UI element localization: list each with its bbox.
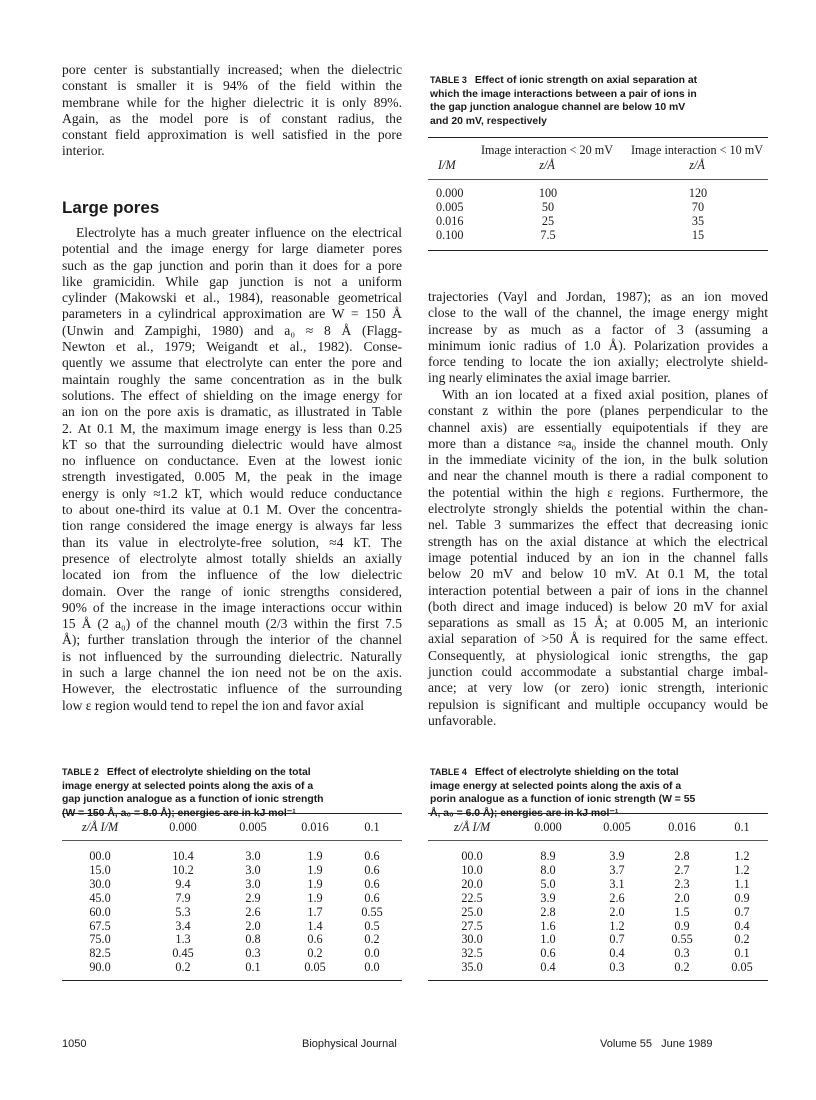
column-header: 0.000 — [169, 820, 197, 834]
table-header-rule — [428, 840, 768, 841]
row-label: 25.0 — [461, 904, 483, 919]
table-cell: 0.05 — [731, 960, 753, 975]
text-line: nel. Table 3 summarizes the effect that decreasing ionic — [428, 517, 768, 533]
right-para-2 — [428, 387, 768, 729]
table3-label: TABLE 3 — [430, 75, 467, 85]
text-line: pore center is substantially increased; when the dielectric — [62, 62, 402, 77]
volume-info: Volume 55 June 1989 — [600, 1038, 713, 1050]
text-line: domain. Over the range of ionic strengths considered, — [62, 583, 402, 599]
column-header: 0.005 — [239, 820, 267, 834]
text-line: below 20 mV and below 10 mV. At 0.1 M, the total — [428, 566, 768, 582]
table-cell: 15 — [691, 228, 705, 242]
table-cell: 3.0 — [245, 849, 261, 863]
text-line: than its value in electrolyte-free solution, ≈4 kT. The — [62, 534, 402, 550]
table-cell: 0.6 — [307, 932, 323, 947]
table-cell: 3.0 — [245, 862, 261, 877]
text-line: However, the electrostatic influence of the surrounding — [62, 681, 402, 697]
text-line: and near the channel mouth is there a radial component to — [428, 468, 768, 484]
row-label: 0.100 — [436, 228, 464, 242]
table-cell: 0.6 — [364, 890, 380, 905]
table-cell: 0.2 — [734, 932, 750, 947]
table-cell: 0.7 — [734, 904, 750, 919]
text-line: strength investigated, 0.005 M, the peak in the image — [62, 469, 402, 485]
section-heading: Large pores — [62, 198, 160, 217]
text-line: minimum ionic radius of 1.0 Å). Polarization provides a — [428, 337, 768, 353]
table-cell: 10.2 — [172, 862, 194, 877]
table2-label: TABLE 2 — [62, 767, 99, 777]
text-line: unfavorable. — [428, 712, 497, 728]
row-label: 35.0 — [461, 960, 483, 975]
table-cell: 1.9 — [307, 862, 323, 877]
table-cell: 0.3 — [674, 946, 690, 961]
text-line: ing nearly eliminates the axial image barrier. — [428, 370, 671, 386]
table-cell: 100 — [538, 186, 558, 200]
table-top-rule — [428, 137, 768, 138]
table-cell: 0.6 — [364, 876, 380, 891]
table-cell: 0.6 — [364, 862, 380, 877]
table4-label: TABLE 4 — [430, 767, 467, 777]
text-line: quently we assume that electrolyte can enter the pore and — [62, 355, 402, 371]
caption-line: image energy at selected points along the axis of a — [430, 780, 682, 792]
row-label: 0.016 — [436, 214, 464, 228]
table-cell: 50 — [541, 200, 555, 214]
caption-line: Effect of electrolyte shielding on the total — [474, 767, 679, 778]
table-cell: 5.3 — [175, 904, 191, 919]
text-line: axial separation of >50 Å is required for the same effect. — [428, 631, 768, 647]
row-label: 32.5 — [461, 946, 483, 961]
table-cell: 120 — [688, 186, 708, 200]
table-cell: 1.2 — [734, 849, 750, 863]
table-cell: 3.7 — [609, 862, 625, 877]
text-line: force tending to locate the ion axially; electrolyte shield- — [428, 354, 768, 370]
row-label: 82.5 — [89, 946, 111, 961]
text-line: an ion on the pore axis is dramatic, as illustrated in Table — [62, 404, 402, 420]
text-line: 90% of the increase in the image interactions occur within — [62, 599, 402, 615]
row-label: 20.0 — [461, 876, 483, 891]
text-line: no influence on conductance. Even at the lowest ionic — [62, 453, 402, 469]
table-cell: 3.9 — [609, 849, 625, 863]
column-header: Image interaction < 10 mV — [630, 143, 764, 157]
table-header-rule — [62, 840, 402, 841]
row-label: 27.5 — [461, 918, 483, 933]
right-para-1 — [428, 289, 768, 387]
table-cell: 1.7 — [307, 904, 323, 919]
row-label: 22.5 — [461, 890, 483, 905]
row-label: 60.0 — [89, 904, 111, 919]
text-line: 2. At 0.1 M, the maximum image energy is less than 0.25 — [62, 420, 402, 436]
table-cell: 0.2 — [307, 946, 323, 961]
table-cell: 0.3 — [609, 960, 625, 975]
text-line: kT so that the surrounding dielectric would have almost — [62, 436, 402, 452]
text-line: increase by as much as a factor of 3 (assuming a — [428, 321, 768, 337]
table-cell: 0.45 — [172, 946, 194, 961]
page-number: 1050 — [62, 1038, 87, 1050]
table-cell: 8.0 — [540, 862, 556, 877]
column-header-unit: z/Å — [539, 158, 555, 172]
caption-line: the gap junction analogue channel are below 10 mV — [430, 102, 686, 114]
text-line: parameters in a cylindrical approximation are W = 150 Å — [62, 306, 402, 322]
table-cell: 7.5 — [540, 228, 556, 242]
table-cell: 0.1 — [734, 946, 750, 961]
row-label: 10.0 — [461, 862, 483, 877]
text-line: electrolyte strongly shields the potential within the chan- — [428, 501, 768, 517]
table-cell: 1.9 — [307, 890, 323, 905]
column-header: 0.000 — [534, 820, 562, 834]
text-line: constant field approximation is well satisfied in the pore — [62, 127, 402, 143]
text-line: tion range considered the image energy is always far less — [62, 518, 402, 534]
table-top-rule — [62, 813, 402, 814]
text-line: channel axis) are essentially equipotentials if they are — [428, 419, 768, 435]
text-line: in such a large channel the ion need not be on the axis. — [62, 665, 402, 681]
table-cell: 2.7 — [674, 862, 690, 877]
row-label: 0.005 — [436, 200, 464, 214]
left-para-1 — [62, 62, 402, 160]
text-line: cylinder (Makowski et al., 1984), reasonable geometrical — [62, 290, 402, 306]
table-cell: 70 — [691, 200, 705, 214]
table-cell: 1.2 — [609, 918, 625, 933]
row-label: 67.5 — [89, 918, 111, 933]
text-line: Å); further translation through the interior of the channel — [62, 632, 402, 648]
row-label: 15.0 — [89, 862, 111, 877]
table-cell: 0.2 — [674, 960, 690, 975]
caption-line: Effect of ionic strength on axial separation at — [474, 75, 698, 86]
table-header-rule — [428, 179, 768, 180]
row-label: 30.0 — [461, 932, 483, 947]
text-line: like gramicidin. While gap junction is not a uniform — [62, 273, 402, 289]
column-header: I/M — [438, 158, 456, 172]
text-line: Electrolyte has a much greater influence on the electrical — [76, 225, 402, 240]
table-bottom-rule — [428, 250, 768, 251]
row-label: 00.0 — [89, 849, 111, 863]
table-cell: 0.8 — [245, 932, 261, 947]
text-line: repulsion is significant and multiple occupancy would be — [428, 696, 768, 712]
column-header: 0.016 — [301, 820, 329, 834]
row-label: 00.0 — [461, 849, 483, 863]
journal-name: Biophysical Journal — [302, 1038, 397, 1050]
text-line: located ion from the influence of the low dielectric — [62, 567, 402, 583]
table-cell: 0.6 — [364, 849, 380, 863]
text-line: With an ion located at a fixed axial position, planes of — [442, 387, 768, 402]
table-cell: 8.9 — [540, 849, 556, 863]
text-line: ance; at very low (or zero) ionic strength, interionic — [428, 680, 768, 696]
row-label: 30.0 — [89, 876, 111, 891]
table-cell: 0.05 — [304, 960, 326, 975]
table-cell: 7.9 — [175, 890, 191, 905]
table-cell: 2.0 — [245, 918, 261, 933]
caption-line: Effect of electrolyte shielding on the total — [106, 767, 311, 778]
table-cell: 0.9 — [674, 918, 690, 933]
text-line: low ε region would tend to repel the ion and favor axial — [62, 697, 365, 713]
text-line: trajectories (Vayl and Jordan, 1987); as an ion moved — [428, 289, 768, 304]
table-cell: 0.9 — [734, 890, 750, 905]
column-header: z/Å I/M — [81, 820, 119, 834]
table-cell: 3.9 — [540, 890, 556, 905]
table-cell: 2.0 — [674, 890, 690, 905]
table-cell: 0.0 — [364, 946, 380, 961]
text-line: maintain roughly the same concentration as in the bulk — [62, 371, 402, 387]
table-cell: 25 — [541, 214, 555, 228]
column-header-unit: z/Å — [689, 158, 705, 172]
table-cell: 0.4 — [734, 918, 750, 933]
text-line: interaction potential between a pair of ions in the channel — [428, 582, 768, 598]
table-cell: 2.3 — [674, 876, 690, 891]
table-cell: 2.6 — [609, 890, 625, 905]
table-cell: 0.55 — [361, 904, 383, 919]
table-cell: 0.4 — [609, 946, 625, 961]
text-line: membrane while for the higher dielectric it is only 89%. — [62, 94, 402, 110]
table-cell: 2.9 — [245, 890, 261, 905]
text-line: constant is smaller it is 94% of the field within the — [62, 78, 402, 94]
caption-line: which the image interactions between a pair of ions in — [430, 88, 697, 100]
text-line: (both direct and image induced) is below 20 mV for axial — [428, 598, 768, 614]
text-line: (Unwin and Zampighi, 1980) and a₀ ≈ 8 Å (Flagg- — [62, 322, 402, 338]
caption-line: (W = 150 Å, a₀ = 8.0 Å); energies are in kJ mol⁻¹ — [62, 807, 296, 819]
caption-line: gap junction analogue as a function of ionic strength — [62, 794, 324, 806]
text-line: potential and the image energy for large diameter pores — [62, 241, 402, 257]
table-cell: 1.0 — [540, 932, 556, 947]
text-line: is not influenced by the surrounding dielectric. Naturally — [62, 648, 402, 664]
text-line: constant z within the pore (planes perpendicular to the — [428, 403, 768, 419]
text-line: image potential induced by an ion in the channel falls — [428, 549, 768, 565]
column-header: 0.005 — [603, 820, 631, 834]
text-line: interior. — [62, 143, 105, 159]
table-cell: 1.5 — [674, 904, 690, 919]
table-bottom-rule — [428, 980, 768, 981]
left-para-2 — [62, 225, 402, 714]
row-label: 90.0 — [89, 960, 111, 975]
text-line: junction could accommodate a substantial charge imbal- — [428, 664, 768, 680]
table-cell: 0.2 — [364, 932, 380, 947]
table-top-rule — [428, 813, 768, 814]
table-cell: 0.55 — [671, 932, 693, 947]
table-cell: 10.4 — [172, 849, 194, 863]
text-line: 15 Å (2 a₀) of the channel mouth (2/3 within the first 7.5 — [62, 616, 402, 632]
text-line: Again, as the model pore is of constant radius, the — [62, 110, 402, 126]
row-label: 45.0 — [89, 890, 111, 905]
text-line: Consequently, at physiological ionic strengths, the gap — [428, 647, 768, 663]
table-cell: 1.6 — [540, 918, 556, 933]
table-cell: 0.7 — [609, 932, 625, 947]
text-line: such as the gap junction and porin than it does for a pore — [62, 257, 402, 273]
row-label: 75.0 — [89, 932, 111, 947]
column-header: z/Å I/M — [453, 820, 491, 834]
column-header: 0.1 — [734, 820, 750, 834]
column-header: Image interaction < 20 mV — [480, 143, 614, 157]
table-bottom-rule — [62, 980, 402, 981]
table-cell: 0.0 — [364, 960, 380, 975]
table-cell: 0.4 — [540, 960, 556, 975]
table-cell: 35 — [691, 214, 705, 228]
text-line: Newton et al., 1979; Weigandt et al., 1982). Conse- — [62, 339, 402, 355]
table-cell: 1.3 — [175, 932, 191, 947]
text-line: the potential within the high ε regions. Furthermore, the — [428, 484, 768, 500]
table-cell: 1.9 — [307, 876, 323, 891]
table-cell: 3.0 — [245, 876, 261, 891]
table-cell: 3.1 — [609, 876, 625, 891]
text-line: in the immediate vicinity of the ion, in the bulk solution — [428, 452, 768, 468]
table-cell: 0.6 — [540, 946, 556, 961]
column-header: 0.1 — [364, 820, 380, 834]
text-line: close to the wall of the channel, the image energy might — [428, 305, 768, 321]
table-cell: 1.2 — [734, 862, 750, 877]
table-cell: 3.4 — [175, 918, 191, 933]
text-line: separations as small as 15 Å; at 0.005 M, an interionic — [428, 615, 768, 631]
table-cell: 0.3 — [245, 946, 261, 961]
table-cell: 5.0 — [540, 876, 556, 891]
caption-line: image energy at selected points along the axis of a — [62, 780, 314, 792]
text-line: energy is only ≈1.2 kT, which would reduce conductance — [62, 485, 402, 501]
table-cell: 0.1 — [245, 960, 261, 975]
text-line: to about one-third its value at 0.1 M. Over the concentra- — [62, 502, 402, 518]
text-line: solutions. The effect of shielding on the image energy for — [62, 387, 402, 403]
table-cell: 0.2 — [175, 960, 191, 975]
table-cell: 1.1 — [734, 876, 750, 891]
table-cell: 1.4 — [307, 918, 323, 933]
table-cell: 0.5 — [364, 918, 380, 933]
table-cell: 2.8 — [674, 849, 690, 863]
table-cell: 2.0 — [609, 904, 625, 919]
table-cell: 2.8 — [540, 904, 556, 919]
table-cell: 2.6 — [245, 904, 261, 919]
text-line: strength has on the axial distance at which the electrical — [428, 533, 768, 549]
table3-caption — [430, 74, 730, 128]
caption-line: and 20 mV, respectively — [430, 115, 547, 127]
row-label: 0.000 — [436, 186, 464, 200]
text-line: presence of electrolyte almost totally shields an axially — [62, 550, 402, 566]
text-line: more than a distance ≈a₀ inside the channel mouth. Only — [428, 435, 768, 451]
column-header: 0.016 — [668, 820, 696, 834]
caption-line: porin analogue as a function of ionic strength (W = 55 — [430, 794, 696, 806]
caption-line: Å, a₀ = 6.0 Å); energies are in kJ mol⁻¹ — [430, 807, 619, 819]
table-cell: 9.4 — [175, 876, 191, 891]
table-cell: 1.9 — [307, 849, 323, 863]
